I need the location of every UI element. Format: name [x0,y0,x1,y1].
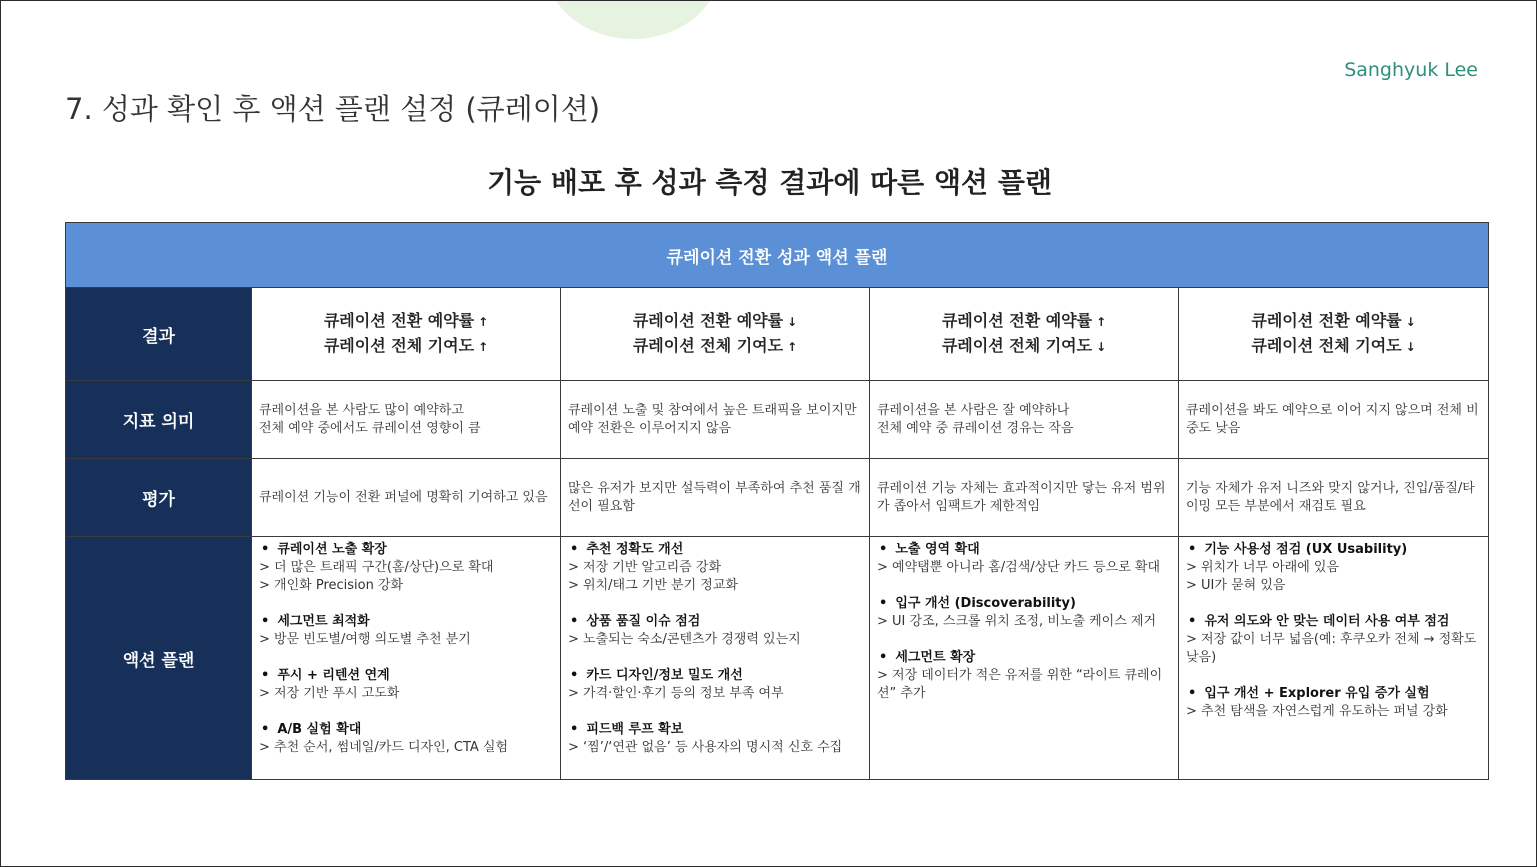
result-metric-label: 큐레이션 전환 예약률 [1251,311,1402,330]
action-cell [1179,537,1489,780]
row-header-meaning: 지표 의미 [66,381,252,459]
trend-arrow-icon: ↓ [1405,315,1416,329]
trend-arrow-icon: ↓ [1096,340,1107,354]
row-header-evaluation: 평가 [66,459,252,537]
action-cell [870,537,1179,780]
action-item [1186,685,1481,721]
result-cell [561,288,870,381]
action-item [259,667,553,703]
action-title: • 세그먼트 확장 [877,649,1171,667]
action-title: • 세그먼트 최적화 [259,613,553,631]
action-cell [252,537,561,780]
result-metric-label: 큐레이션 전환 예약률 [941,311,1093,330]
result-line [1179,334,1488,359]
result-line [252,334,560,359]
result-cell [252,288,561,381]
page-title: 7. 성과 확인 후 액션 플랜 설정 (큐레이션) [65,92,601,126]
action-detail: > 추천 탐색을 자연스럽게 유도하는 퍼널 강화 [1186,704,1448,719]
action-detail: > 저장 데이터가 적은 유저를 위한 “라이트 큐레이션” 추가 [877,668,1163,701]
action-detail: > 저장 값이 너무 넓음(예: 후쿠오카 전체 → 정확도 낮음) [1186,632,1477,665]
action-title: • 입구 개선 + Explorer 유입 증가 실험 [1186,685,1481,703]
action-detail: > 예약탭뿐 아니라 홈/검색/상단 카드 등으로 확대 [877,560,1161,575]
result-cell [1179,288,1489,381]
action-title: • 기능 사용성 점검 (UX Usability) [1186,541,1481,559]
result-line [870,309,1178,334]
action-item [1186,541,1481,595]
action-item [877,541,1171,577]
action-detail: > 추천 순서, 썸네일/카드 디자인, CTA 실험 [259,740,509,755]
action-title: • 푸시 + 리텐션 연계 [259,667,553,685]
row-header-action: 액션 플랜 [66,537,252,780]
evaluation-text: 많은 유저가 보지만 설득력이 부족하여 추천 품질 개선이 필요함 [568,480,861,514]
action-title: • 상품 품질 이슈 점검 [568,613,862,631]
evaluation-text: 큐레이션 기능 자체는 효과적이지만 닿는 유저 범위가 좁아서 임팩트가 제한적임 [877,480,1166,514]
meaning-text: 큐레이션을 봐도 예약으로 이어 지지 않으며 전체 비중도 낮음 [1186,402,1479,436]
trend-arrow-icon: ↓ [1405,340,1416,354]
result-line [252,309,560,334]
action-detail: > 노출되는 숙소/콘텐츠가 경쟁력 있는지 [568,632,801,647]
meaning-text: 큐레이션을 본 사람은 잘 예약하나 전체 예약 중 큐레이션 경유는 작음 [877,402,1074,436]
action-title: • 큐레이션 노출 확장 [259,541,553,559]
meaning-text: 큐레이션을 본 사람도 많이 예약하고 전체 예약 중에서도 큐레이션 영향이 큼 [259,402,481,436]
action-item [259,541,553,595]
meaning-cell [1179,381,1489,459]
action-title: • A/B 실험 확대 [259,721,553,739]
result-line [1179,309,1488,334]
action-title: • 유저 의도와 안 맞는 데이터 사용 여부 점검 [1186,613,1481,631]
trend-arrow-icon: ↑ [787,340,798,354]
action-cell [561,537,870,780]
result-metric-label: 큐레이션 전체 기여도 [941,336,1093,355]
action-title: • 피드백 루프 확보 [568,721,862,739]
action-detail: > 저장 기반 알고리즘 강화 > 위치/태그 기반 분기 정교화 [568,560,738,593]
evaluation-cell [561,459,870,537]
action-plan-table [65,222,1489,780]
row-header-result: 결과 [66,288,252,381]
result-cell [870,288,1179,381]
meaning-cell [252,381,561,459]
action-detail: > 위치가 너무 아래에 있음 > UI가 묻혀 있음 [1186,560,1340,593]
table-banner: 큐레이션 전환 성과 액션 플랜 [66,223,1489,288]
action-item [568,721,862,757]
action-detail: > ‘찜’/‘연관 없음’ 등 사용자의 명시적 신호 수집 [568,740,843,755]
result-line [870,334,1178,359]
result-metric-label: 큐레이션 전환 예약률 [632,311,784,330]
meaning-text: 큐레이션 노출 및 참여에서 높은 트래픽을 보이지만 예약 전환은 이루어지지 않음 [568,402,857,436]
evaluation-cell [870,459,1179,537]
action-item [877,649,1171,703]
action-item [568,613,862,649]
evaluation-text: 기능 자체가 유저 니즈와 맞지 않거나, 진입/품질/타이밍 모든 부분에서 재검토 필요 [1186,480,1475,514]
meaning-cell [561,381,870,459]
action-item [568,541,862,595]
result-metric-label: 큐레이션 전환 예약률 [323,311,475,330]
action-item [877,595,1171,631]
action-detail: > 방문 빈도별/여행 의도별 추천 분기 [259,632,471,647]
author-name: Sanghyuk Lee [1344,59,1478,81]
action-item [259,721,553,757]
result-line [561,309,869,334]
evaluation-cell [252,459,561,537]
result-metric-label: 큐레이션 전체 기여도 [323,336,475,355]
result-line [561,334,869,359]
action-item [259,613,553,649]
evaluation-cell [1179,459,1489,537]
evaluation-text: 큐레이션 기능이 전환 퍼널에 명확히 기여하고 있음 [259,489,548,505]
trend-arrow-icon: ↑ [478,315,489,329]
action-title: • 추천 정확도 개선 [568,541,862,559]
trend-arrow-icon: ↑ [1096,315,1107,329]
action-item [1186,613,1481,667]
action-item [568,667,862,703]
action-title: • 노출 영역 확대 [877,541,1171,559]
result-metric-label: 큐레이션 전체 기여도 [1251,336,1402,355]
action-detail: > 가격·할인·후기 등의 정보 부족 여부 [568,686,784,701]
action-detail: > UI 강조, 스크롤 위치 조정, 비노출 케이스 제거 [877,614,1157,629]
action-detail: > 더 많은 트래픽 구간(홈/상단)으로 확대 > 개인화 Precision 강화 [259,560,494,593]
action-detail: > 저장 기반 푸시 고도화 [259,686,400,701]
trend-arrow-icon: ↑ [478,340,489,354]
action-title: • 입구 개선 (Discoverability) [877,595,1171,613]
trend-arrow-icon: ↓ [787,315,798,329]
section-subtitle: 기능 배포 후 성과 측정 결과에 따른 액션 플랜 [487,166,1052,199]
decorative-circle [545,0,721,39]
result-metric-label: 큐레이션 전체 기여도 [632,336,784,355]
meaning-cell [870,381,1179,459]
action-title: • 카드 디자인/정보 밀도 개선 [568,667,862,685]
